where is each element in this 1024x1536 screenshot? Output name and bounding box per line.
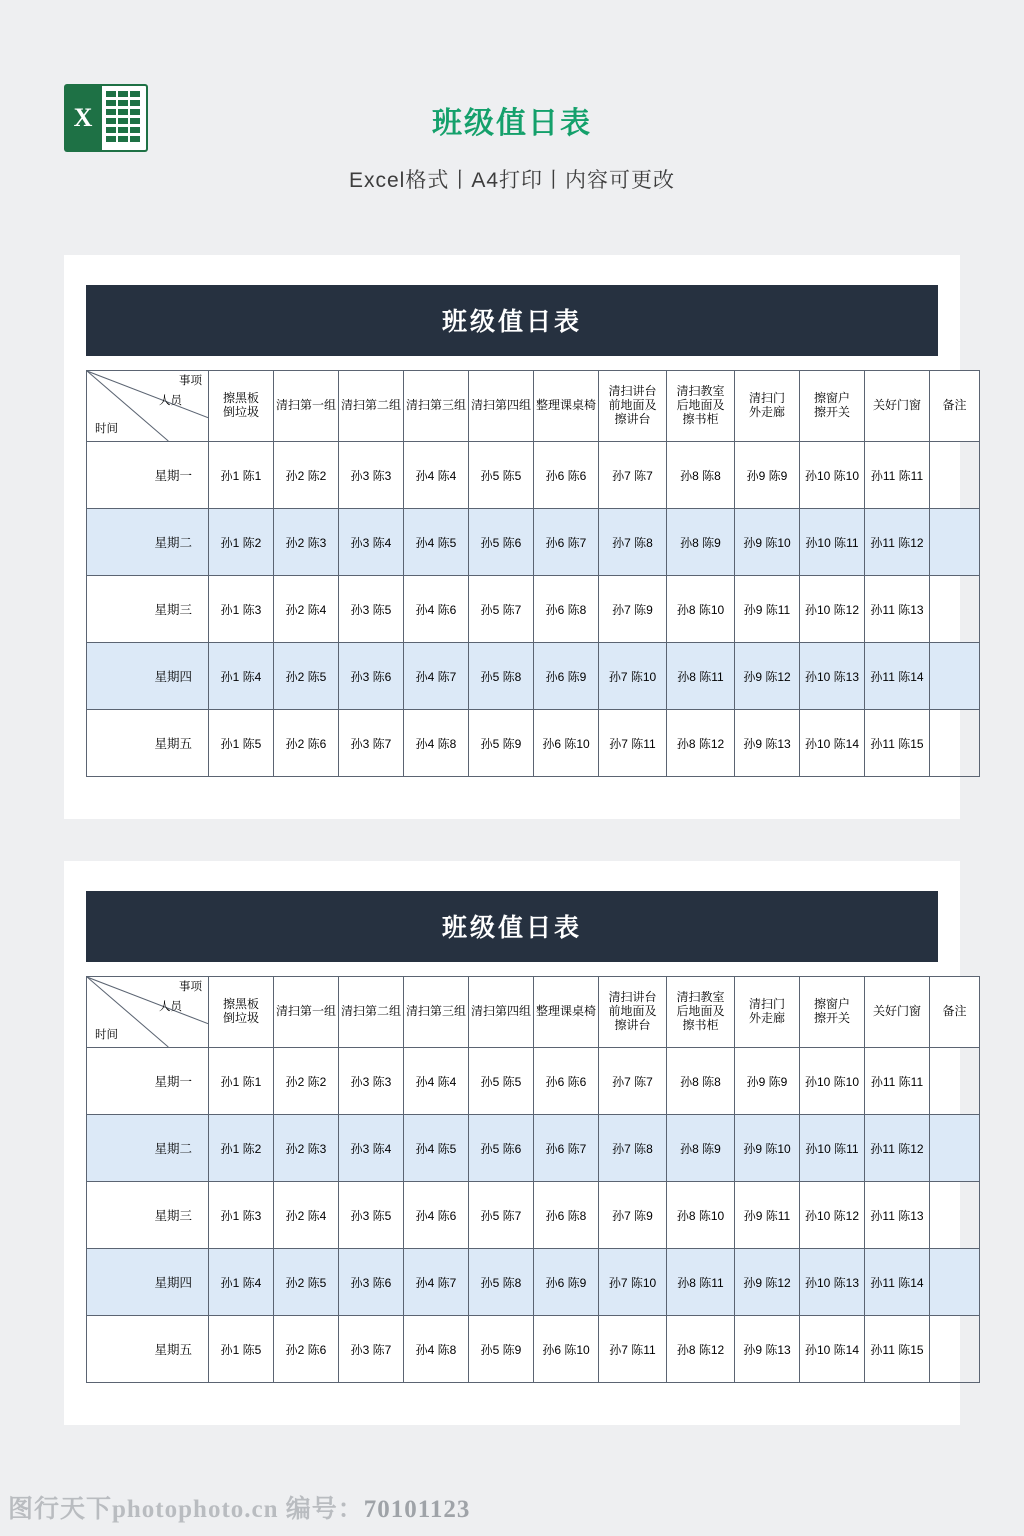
column-header: 备注: [930, 371, 980, 442]
table-cell: 孙7 陈7: [599, 442, 667, 509]
table-cell: 孙9 陈10: [735, 1115, 800, 1182]
table-cell: 孙7 陈10: [599, 1249, 667, 1316]
table-cell: [930, 643, 980, 710]
footer-watermark: [0, 1478, 1024, 1536]
table-cell: 孙7 陈10: [599, 643, 667, 710]
excel-logo-sheet: [102, 84, 148, 152]
table-cell: [930, 1048, 980, 1115]
page-title: 班级值日表: [432, 107, 592, 140]
table-cell: 孙9 陈9: [735, 442, 800, 509]
table-cell: 孙10 陈10: [800, 1048, 865, 1115]
table-body: [87, 1048, 980, 1383]
table-cell: 孙8 陈11: [667, 643, 735, 710]
table-cell: [930, 1249, 980, 1316]
column-header: 擦窗户 擦开关: [800, 977, 865, 1048]
table-cell: 孙6 陈9: [534, 1249, 599, 1316]
table-cell: 孙2 陈3: [274, 509, 339, 576]
duty-table: [86, 976, 980, 1383]
table-cell: 孙8 陈8: [667, 1048, 735, 1115]
table-cell: 孙4 陈6: [404, 576, 469, 643]
row-day-label: 星期三: [87, 576, 209, 643]
table-cell: 孙4 陈6: [404, 1182, 469, 1249]
column-header: 清扫教室 后地面及 擦书柜: [667, 371, 735, 442]
watermark-text: [8, 1489, 470, 1525]
column-header: 擦黑板 倒垃圾: [209, 371, 274, 442]
table-cell: 孙2 陈6: [274, 1316, 339, 1383]
table-cell: [930, 1115, 980, 1182]
table-row: [87, 1182, 980, 1249]
table-cell: 孙6 陈10: [534, 710, 599, 777]
column-header: 清扫第一组: [274, 371, 339, 442]
table-cell: [930, 1316, 980, 1383]
corner-header-cell: [87, 977, 209, 1048]
table-cell: 孙3 陈7: [339, 1316, 404, 1383]
corner-label-item: 事项: [179, 375, 202, 387]
sheet-title: 班级值日表: [86, 891, 938, 962]
table-cell: [930, 710, 980, 777]
table-row: [87, 643, 980, 710]
header-row: [87, 977, 980, 1048]
table-cell: 孙8 陈12: [667, 710, 735, 777]
table-cell: 孙10 陈12: [800, 1182, 865, 1249]
table-cell: 孙9 陈12: [735, 1249, 800, 1316]
sheet-card-2: [64, 861, 967, 1425]
table-cell: 孙11 陈11: [865, 442, 930, 509]
table-cell: 孙8 陈10: [667, 1182, 735, 1249]
table-cell: 孙3 陈6: [339, 643, 404, 710]
table-cell: 孙11 陈15: [865, 710, 930, 777]
table-cell: 孙6 陈8: [534, 576, 599, 643]
table-cell: 孙6 陈7: [534, 1115, 599, 1182]
page-header: [0, 0, 1024, 200]
table-cell: 孙1 陈3: [209, 1182, 274, 1249]
table-cell: 孙4 陈5: [404, 1115, 469, 1182]
column-header: 清扫门 外走廊: [735, 371, 800, 442]
table-cell: 孙5 陈8: [469, 1249, 534, 1316]
row-day-label: 星期二: [87, 1115, 209, 1182]
table-cell: 孙5 陈7: [469, 1182, 534, 1249]
table-cell: 孙6 陈6: [534, 442, 599, 509]
table-cell: 孙1 陈5: [209, 710, 274, 777]
row-day-label: 星期四: [87, 1249, 209, 1316]
table-cell: 孙11 陈15: [865, 1316, 930, 1383]
table-cell: 孙1 陈5: [209, 1316, 274, 1383]
row-day-label: 星期四: [87, 643, 209, 710]
corner-label-item: 事项: [179, 981, 202, 993]
duty-table: [86, 370, 980, 777]
table-cell: 孙6 陈8: [534, 1182, 599, 1249]
table-cell: 孙4 陈8: [404, 1316, 469, 1383]
column-header: 清扫讲台 前地面及 擦讲台: [599, 977, 667, 1048]
column-header: 擦黑板 倒垃圾: [209, 977, 274, 1048]
column-header: 清扫第三组: [404, 977, 469, 1048]
corner-label-time: 时间: [95, 1028, 118, 1041]
corner-label-person: 人员: [159, 395, 182, 407]
table-cell: 孙5 陈9: [469, 710, 534, 777]
page-subtitle: Excel格式丨A4打印丨内容可更改: [348, 169, 676, 192]
watermark-number: 70101123: [363, 1496, 471, 1523]
table-cell: 孙11 陈14: [865, 643, 930, 710]
row-day-label: 星期五: [87, 710, 209, 777]
table-cell: 孙3 陈3: [339, 1048, 404, 1115]
table-cell: 孙9 陈13: [735, 1316, 800, 1383]
table-cell: 孙8 陈9: [667, 509, 735, 576]
table-cell: 孙6 陈10: [534, 1316, 599, 1383]
sheet-card-1: [64, 255, 967, 819]
table-cell: 孙11 陈11: [865, 1048, 930, 1115]
table-cell: 孙5 陈7: [469, 576, 534, 643]
table-cell: 孙11 陈13: [865, 1182, 930, 1249]
table-cell: 孙6 陈6: [534, 1048, 599, 1115]
column-header: 清扫教室 后地面及 擦书柜: [667, 977, 735, 1048]
table-cell: 孙3 陈4: [339, 509, 404, 576]
excel-logo-icon: [64, 84, 148, 152]
column-header: 清扫第二组: [339, 371, 404, 442]
table-cell: 孙2 陈3: [274, 1115, 339, 1182]
table-cell: 孙10 陈12: [800, 576, 865, 643]
table-cell: 孙10 陈11: [800, 509, 865, 576]
row-day-label: 星期五: [87, 1316, 209, 1383]
table-head: [87, 371, 980, 442]
column-header: 清扫第四组: [469, 371, 534, 442]
table-cell: 孙7 陈11: [599, 1316, 667, 1383]
table-cell: 孙3 陈7: [339, 710, 404, 777]
table-cell: 孙7 陈9: [599, 576, 667, 643]
row-day-label: 星期二: [87, 509, 209, 576]
row-day-label: 星期一: [87, 442, 209, 509]
table-cell: 孙1 陈2: [209, 1115, 274, 1182]
column-header: 清扫门 外走廊: [735, 977, 800, 1048]
corner-label-time: 时间: [95, 422, 118, 435]
table-cell: 孙8 陈10: [667, 576, 735, 643]
table-cell: 孙1 陈1: [209, 442, 274, 509]
table-cell: 孙2 陈2: [274, 1048, 339, 1115]
table-cell: 孙4 陈7: [404, 1249, 469, 1316]
table-cell: 孙4 陈5: [404, 509, 469, 576]
table-cell: 孙2 陈4: [274, 1182, 339, 1249]
table-row: [87, 509, 980, 576]
row-day-label: 星期三: [87, 1182, 209, 1249]
table-cell: 孙11 陈13: [865, 576, 930, 643]
table-cell: 孙8 陈12: [667, 1316, 735, 1383]
row-day-label: 星期一: [87, 1048, 209, 1115]
table-cell: 孙3 陈5: [339, 1182, 404, 1249]
table-head: [87, 977, 980, 1048]
table-cell: 孙7 陈7: [599, 1048, 667, 1115]
column-header: 擦窗户 擦开关: [800, 371, 865, 442]
table-cell: 孙8 陈11: [667, 1249, 735, 1316]
table-row: [87, 1316, 980, 1383]
table-cell: 孙1 陈2: [209, 509, 274, 576]
table-cell: [930, 1182, 980, 1249]
column-header: 备注: [930, 977, 980, 1048]
table-cell: 孙6 陈7: [534, 509, 599, 576]
table-cell: 孙1 陈4: [209, 1249, 274, 1316]
table-cell: 孙9 陈9: [735, 1048, 800, 1115]
table-cell: 孙5 陈6: [469, 509, 534, 576]
table-cell: 孙10 陈14: [800, 710, 865, 777]
column-header: 整理课桌椅: [534, 977, 599, 1048]
table-body: [87, 442, 980, 777]
table-cell: 孙10 陈14: [800, 1316, 865, 1383]
table-cell: [930, 509, 980, 576]
table-cell: 孙2 陈5: [274, 643, 339, 710]
table-cell: 孙9 陈12: [735, 643, 800, 710]
table-cell: 孙2 陈4: [274, 576, 339, 643]
table-cell: 孙5 陈5: [469, 442, 534, 509]
table-cell: 孙3 陈6: [339, 1249, 404, 1316]
table-cell: 孙5 陈9: [469, 1316, 534, 1383]
column-header: 整理课桌椅: [534, 371, 599, 442]
table-cell: 孙11 陈12: [865, 509, 930, 576]
table-cell: 孙1 陈1: [209, 1048, 274, 1115]
table-cell: 孙10 陈13: [800, 643, 865, 710]
table-cell: 孙8 陈8: [667, 442, 735, 509]
column-header: 清扫讲台 前地面及 擦讲台: [599, 371, 667, 442]
table-cell: [930, 576, 980, 643]
table-cell: 孙1 陈3: [209, 576, 274, 643]
column-header: 清扫第一组: [274, 977, 339, 1048]
table-cell: 孙9 陈13: [735, 710, 800, 777]
table-cell: 孙7 陈9: [599, 1182, 667, 1249]
table-cell: 孙1 陈4: [209, 643, 274, 710]
table-cell: 孙10 陈11: [800, 1115, 865, 1182]
table-cell: 孙7 陈11: [599, 710, 667, 777]
table-row: [87, 1249, 980, 1316]
sheet-title: 班级值日表: [86, 285, 938, 356]
table-cell: 孙9 陈11: [735, 576, 800, 643]
header-row: [87, 371, 980, 442]
table-cell: 孙5 陈6: [469, 1115, 534, 1182]
table-row: [87, 710, 980, 777]
table-cell: 孙3 陈5: [339, 576, 404, 643]
column-header: 关好门窗: [865, 371, 930, 442]
table-cell: 孙5 陈8: [469, 643, 534, 710]
table-cell: 孙3 陈3: [339, 442, 404, 509]
corner-label-person: 人员: [159, 1001, 182, 1013]
table-row: [87, 442, 980, 509]
table-cell: 孙2 陈5: [274, 1249, 339, 1316]
table-cell: 孙4 陈4: [404, 442, 469, 509]
table-cell: 孙9 陈10: [735, 509, 800, 576]
table-cell: 孙7 陈8: [599, 509, 667, 576]
column-header: 清扫第四组: [469, 977, 534, 1048]
table-cell: 孙9 陈11: [735, 1182, 800, 1249]
excel-logo-letter: X: [64, 84, 102, 152]
watermark-label: 图行天下photophoto.cn 编号：: [8, 1496, 364, 1523]
table-cell: 孙5 陈5: [469, 1048, 534, 1115]
column-header: 清扫第二组: [339, 977, 404, 1048]
corner-header-cell: [87, 371, 209, 442]
table-row: [87, 1115, 980, 1182]
table-cell: 孙4 陈4: [404, 1048, 469, 1115]
table-cell: 孙2 陈6: [274, 710, 339, 777]
table-cell: 孙11 陈12: [865, 1115, 930, 1182]
table-cell: 孙10 陈13: [800, 1249, 865, 1316]
table-row: [87, 1048, 980, 1115]
table-cell: 孙10 陈10: [800, 442, 865, 509]
excel-logo-grid: [106, 91, 140, 145]
table-row: [87, 576, 980, 643]
table-cell: 孙6 陈9: [534, 643, 599, 710]
table-cell: [930, 442, 980, 509]
column-header: 关好门窗: [865, 977, 930, 1048]
table-cell: 孙4 陈7: [404, 643, 469, 710]
table-cell: 孙2 陈2: [274, 442, 339, 509]
table-cell: 孙3 陈4: [339, 1115, 404, 1182]
table-cell: 孙7 陈8: [599, 1115, 667, 1182]
table-cell: 孙8 陈9: [667, 1115, 735, 1182]
table-cell: 孙11 陈14: [865, 1249, 930, 1316]
column-header: 清扫第三组: [404, 371, 469, 442]
table-cell: 孙4 陈8: [404, 710, 469, 777]
